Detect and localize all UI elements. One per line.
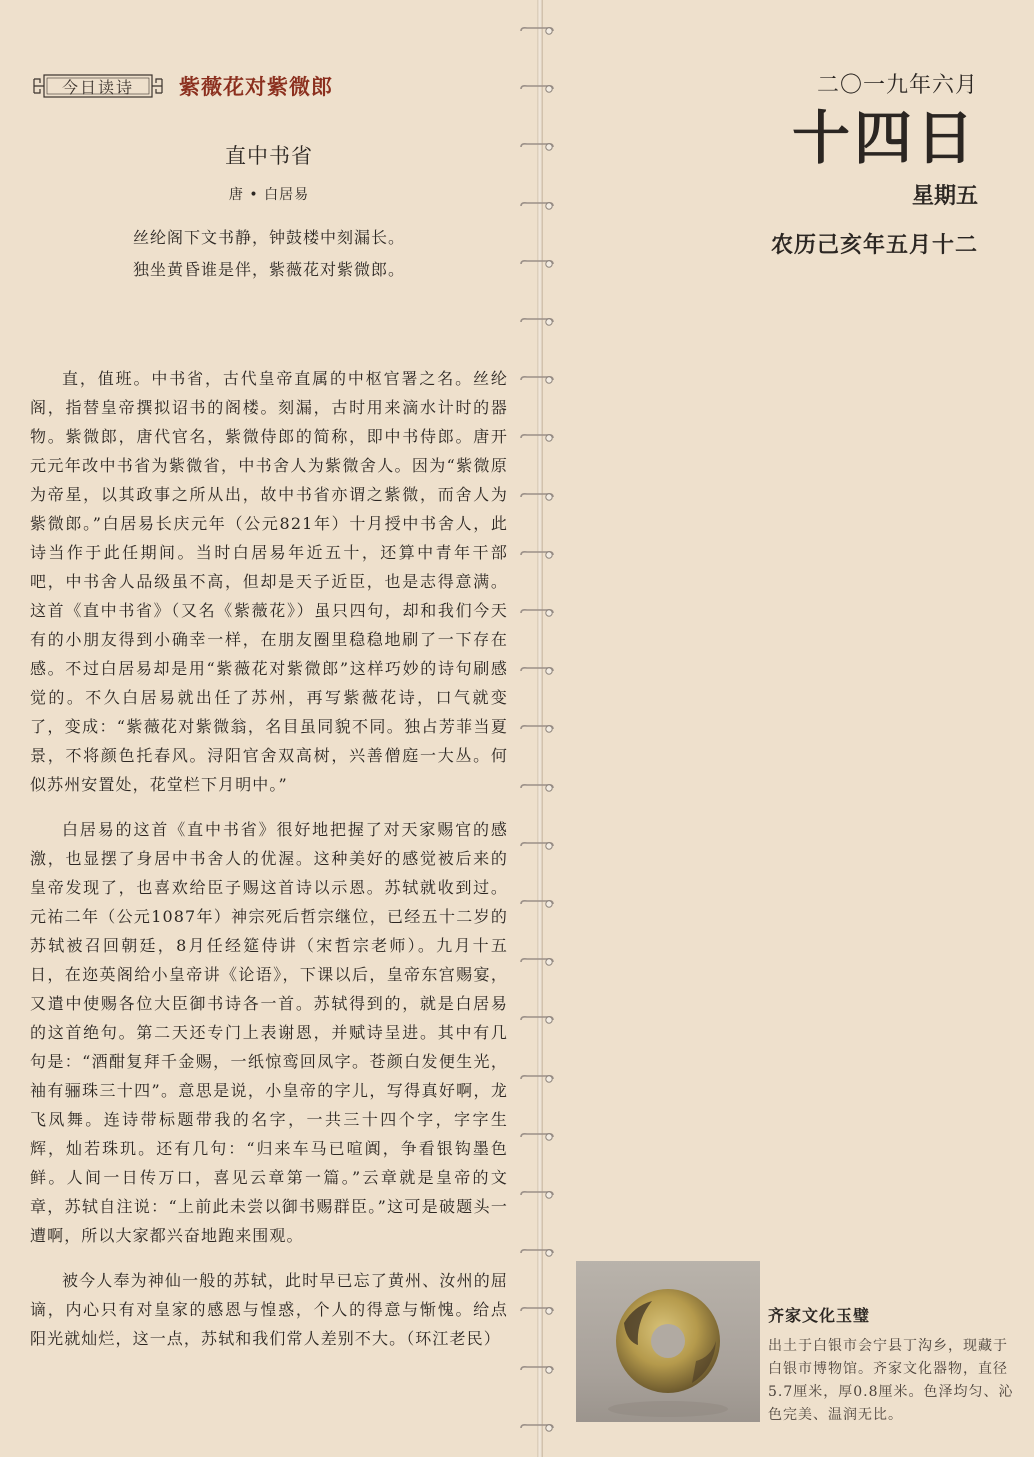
poem-of-day-tag bbox=[30, 69, 166, 103]
binding-ring-icon bbox=[519, 1244, 555, 1256]
binding-ring-icon bbox=[519, 1011, 555, 1023]
year-month: 二〇一九年六月 bbox=[816, 73, 978, 98]
poem-block bbox=[30, 140, 508, 286]
artifact-description: 出土于白银市会宁县丁沟乡，现藏于白银市博物馆。齐家文化器物，直径5.7厘米，厚0.8厘米。色泽均匀、沁色完美、温润无比。 bbox=[768, 1338, 1014, 1423]
binding-ring-icon bbox=[519, 779, 555, 791]
poem-title: 直中书省 bbox=[225, 144, 313, 168]
binding-ring-icon bbox=[519, 1070, 555, 1082]
binding-ring-icon bbox=[519, 313, 555, 325]
commentary-paragraph: 被今人奉为神仙一般的苏轼，此时早已忘了黄州、汝州的屈谪，内心只有对皇家的感恩与惶惑，个人的得意与惭愧。给点阳光就灿烂，这一点，苏轼和我们常人差别不大。（环江老民） bbox=[30, 1271, 508, 1348]
weekday: 星期五 bbox=[911, 183, 978, 209]
commentary-paragraph: 白居易的这首《直中书省》很好地把握了对天家赐官的感激，也显摆了身居中书舍人的优渥。这种美好的感觉被后来的皇帝发现了，也喜欢给臣子赐这首诗以示恩。苏轼就收到过。元祐二年（公元1087年）神宗死后哲宗继位，已经五十二岁的苏轼被召回朝廷，8月任经筵侍讲（宋哲宗老师）。九月十五日，在迩英阁给小皇帝讲《论语》，下课以后，皇帝东宫赐宴，又遣中使赐各位大臣御书诗各一首。苏轼得到的，就是白居易的这首绝句。第二天还专门上表谢恩，并赋诗呈进。其中有几句是：“酒酣复拜千金赐，一纸惊鸾回凤字。苍颜白发便生光，袖有骊珠三十四”。意思是说，小皇帝的字儿，写得真好啊，龙飞凤舞。连诗带标题带我的名字，一共三十四个字，字字生辉，灿若珠玑。还有几句：“归来车马已喧阗，争看银钩墨色鲜。人间一日传万口，喜见云章第一篇。”云章就是皇帝的文章，苏轼自注说：“上前此未尝以御书赐群臣。”这可是破题头一遭啊，所以大家都兴奋地跑来围观。 bbox=[30, 820, 508, 1245]
binding-ring-icon bbox=[519, 662, 555, 674]
commentary-paragraph: 直，值班。中书省，古代皇帝直属的中枢官署之名。丝纶阁，指替皇帝撰拟诏书的阁楼。刻漏，古时用来滴水计时的器物。紫微郎，唐代官名，紫微侍郎的简称，即中书侍郎。唐开元元年改中书省为紫微省，中书舍人为紫微舍人。因为“紫微原为帝星，以其政事之所从出，故中书省亦谓之紫微，而舍人为紫微郎。”白居易长庆元年（公元821年）十月授中书舍人，此诗当作于此任期间。当时白居易年近五十，还算中青年干部吧，中书舍人品级虽不高，但却是天子近臣，也是志得意满。这首《直中书省》（又名《紫薇花》）虽只四句，却和我们今天有的小朋友得到小确幸一样，在朋友圈里稳稳地刷了一下存在感。不过白居易却是用“紫薇花对紫微郎”这样巧妙的诗句刷感觉的。不久白居易就出任了苏州，再写紫薇花诗，口气就变了，变成：“紫薇花对紫微翁，名目虽同貌不同。独占芳菲当夏景，不将颜色托春风。浔阳官舍双高树，兴善僧庭一大丛。何似苏州安置处，花堂栏下月明中。” bbox=[30, 369, 508, 794]
artifact-caption bbox=[768, 1303, 1020, 1427]
commentary bbox=[30, 364, 508, 1353]
binding-ring-icon bbox=[519, 138, 555, 150]
binding-ring-icon bbox=[519, 371, 555, 383]
binding-ring-icon bbox=[519, 953, 555, 965]
poem-lines bbox=[30, 222, 508, 286]
binding-ring-icon bbox=[519, 604, 555, 616]
binding-ring-icon bbox=[519, 255, 555, 267]
binding-ring-icon bbox=[519, 546, 555, 558]
binding-ring-icon bbox=[519, 429, 555, 441]
binding-ring-icon bbox=[519, 197, 555, 209]
binding-ring-icon bbox=[519, 1128, 555, 1140]
binding-ring-icon bbox=[519, 1302, 555, 1314]
poem-line: 独坐黄昏谁是伴，紫薇花对紫微郎。 bbox=[132, 260, 405, 279]
binding-ring-icon bbox=[519, 837, 555, 849]
left-page bbox=[30, 62, 508, 1369]
header-row bbox=[30, 62, 508, 110]
artifact-photo bbox=[576, 1261, 760, 1422]
binding-ring-icon bbox=[519, 488, 555, 500]
day: 十四日 bbox=[791, 104, 978, 172]
poem-author: 唐 • 白居易 bbox=[228, 187, 310, 203]
feature-title: 紫薇花对紫微郎 bbox=[179, 74, 333, 99]
binding-ring-icon bbox=[519, 1361, 555, 1373]
lunar-date: 农历己亥年五月十二 bbox=[770, 232, 978, 258]
binding-ring-icon bbox=[519, 1186, 555, 1198]
binding-ring-icon bbox=[519, 80, 555, 92]
artifact-title: 齐家文化玉璧 bbox=[768, 1306, 871, 1325]
binding-ring-icon bbox=[519, 720, 555, 732]
date-block bbox=[771, 68, 978, 259]
binding-ring-icon bbox=[519, 895, 555, 907]
binding-ring-icon bbox=[519, 22, 555, 34]
jade-bi-disc-icon bbox=[576, 1261, 760, 1422]
binding-ring-icon bbox=[519, 1419, 555, 1431]
poem-line: 丝纶阁下文书静，钟鼓楼中刻漏长。 bbox=[132, 228, 405, 247]
tag-label: 今日读诗 bbox=[61, 77, 134, 97]
